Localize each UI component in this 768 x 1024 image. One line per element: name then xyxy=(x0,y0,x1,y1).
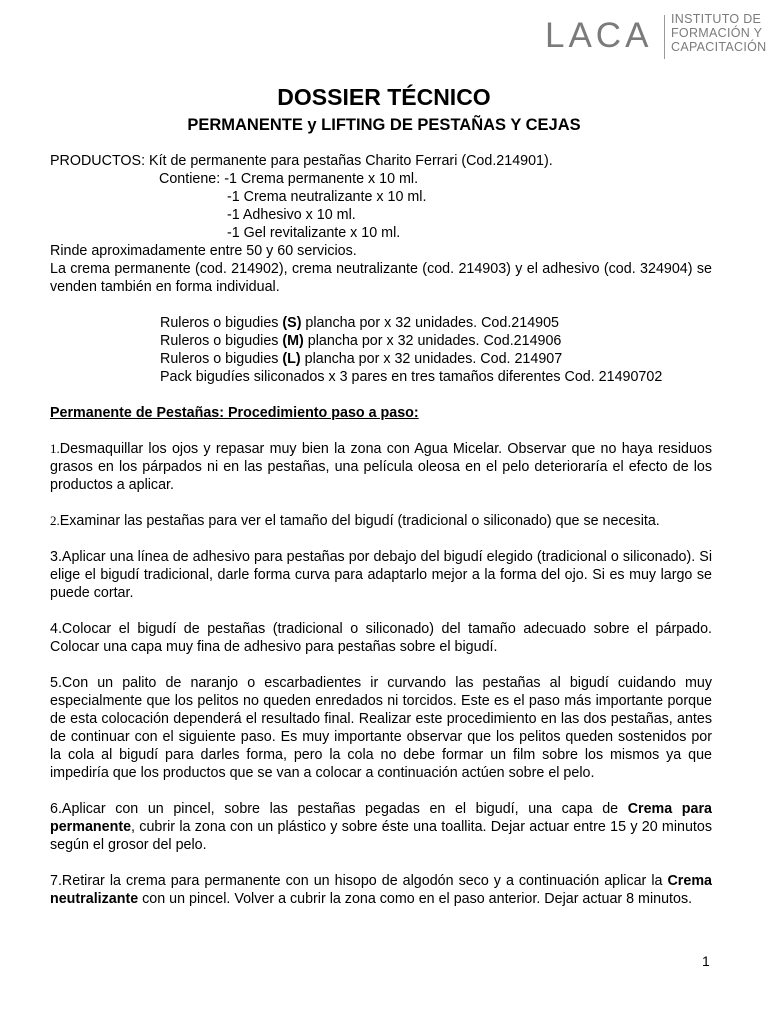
document-subtitle: PERMANENTE y LIFTING DE PESTAÑAS Y CEJAS xyxy=(187,116,581,134)
contiene-label: Contiene: xyxy=(159,171,221,187)
step-5: 5.Con un palito de naranjo o escarbadientes ir curvando las pestañas al bigudí cuidando muy especialmente que los pelitos no queden enredados ni torcidos. Este es el paso más importante porque de esta colocación dependerá el resultado final. Realizar este procedimiento en las dos pestañas, antes de continuar con el siguiente paso. Es muy importante observar que los pelitos queden sostenidos por la cola al bigudí para darles forma, pero la cola no debe formar un film sobre los mismos ya que impediría que los productos que se van a colocar a continuación actúen sobre el pelo. xyxy=(50,675,712,781)
contiene-line xyxy=(50,170,712,188)
product-item: -1 Adhesivo x 10 ml. xyxy=(227,207,356,223)
document-title: DOSSIER TÉCNICO xyxy=(277,84,491,110)
logo-subtitle xyxy=(671,12,767,55)
product-item: -1 Crema permanente x 10 ml. xyxy=(224,171,419,187)
rinde-line: Rinde aproximadamente entre 50 y 60 servicios. xyxy=(50,243,357,259)
step-7: 7.Retirar la crema para permanente con un hisopo de algodón seco y a continuación aplicar la Crema neutralizante con un pincel. Volver a cubrir la zona como en el paso anterior. Dejar actuar 8 minutos. xyxy=(50,873,712,907)
individual-sale-note: La crema permanente (cod. 214902), crema neutralizante (cod. 214903) y el adhesivo (cod. 324904) se venden también en forma individual. xyxy=(50,261,712,295)
rulero-item: Ruleros o bigudies (M) plancha por x 32 unidades. Cod.214906 xyxy=(160,333,562,349)
document-body xyxy=(50,152,712,908)
logo-sub-line: CAPACITACIÓN xyxy=(671,40,767,55)
rulero-item: Ruleros o bigudies (S) plancha por x 32 unidades. Cod.214905 xyxy=(160,315,559,331)
step-4: 4.Colocar el bigudí de pestañas (tradicional o siliconado) del tamaño adecuado sobre el párpado. Colocar una capa muy fina de adhesivo para pestañas sobre el bigudí. xyxy=(50,621,712,655)
page-number: 1 xyxy=(702,953,710,969)
step-3: 3.Aplicar una línea de adhesivo para pestañas por debajo del bigudí elegido (tradicional o siliconado). Si elige el bigudí tradicional, darle forma curva para adaptarlo mejor a la forma del ojo. Si es muy largo se puede cortar. xyxy=(50,549,712,601)
product-item: -1 Crema neutralizante x 10 ml. xyxy=(227,189,427,205)
pack-item: Pack bigudíes siliconados x 3 pares en tres tamaños diferentes Cod. 21490702 xyxy=(160,369,663,385)
step-6: 6.Aplicar con un pincel, sobre las pestañas pegadas en el bigudí, una capa de Crema para permanente, cubrir la zona con un plástico y sobre éste una toallita. Dejar actuar entre 15 y 20 minutos según el grosor del pelo. xyxy=(50,801,712,853)
logo-sub-line: INSTITUTO DE xyxy=(671,12,762,26)
logo-divider xyxy=(664,15,665,59)
step-2: 2.Examinar las pestañas para ver el tamaño del bigudí (tradicional o siliconado) que se necesita. xyxy=(50,513,660,529)
step-1: 1.Desmaquillar los ojos y repasar muy bien la zona con Agua Micelar. Observar que no haya residuos grasos en los párpados ni en las pestañas, una película oleosa en el pelo deterioraría el efecto de los productos a aplicar. xyxy=(50,441,712,493)
logo-sub-line: FORMACIÓN Y xyxy=(671,26,763,41)
logo-wordmark: LACA xyxy=(545,16,653,55)
productos-line: PRODUCTOS: Kít de permanente para pestañas Charito Ferrari (Cod.214901). xyxy=(50,153,553,169)
procedure-heading: Permanente de Pestañas: Procedimiento paso a paso: xyxy=(50,405,419,421)
rulero-item: Ruleros o bigudies (L) plancha por x 32 unidades. Cod. 214907 xyxy=(160,351,563,367)
laca-logo xyxy=(545,12,767,62)
product-item: -1 Gel revitalizante x 10 ml. xyxy=(227,225,401,241)
